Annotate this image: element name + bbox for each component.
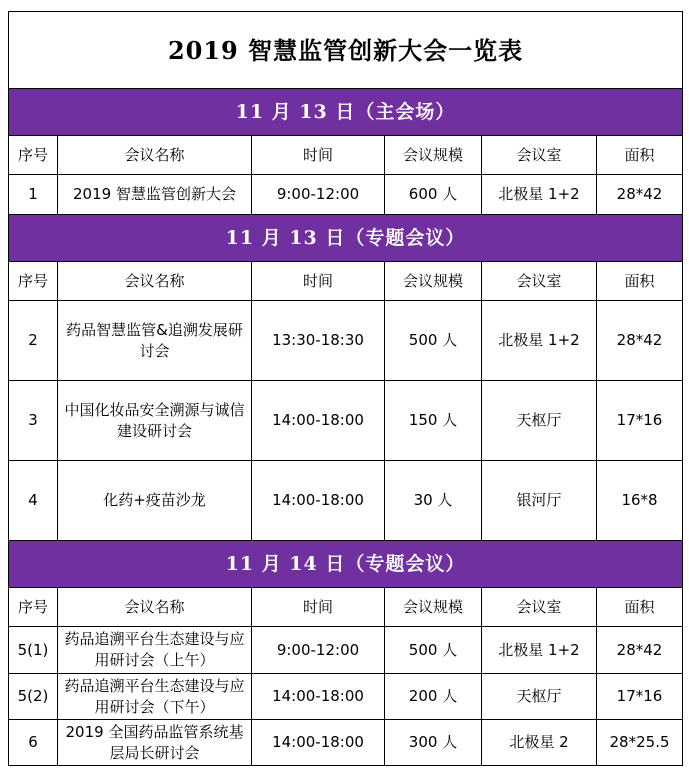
header-room: 会议室 <box>482 262 597 301</box>
cell-name: 药品追溯平台生态建设与应用研讨会（下午） <box>58 674 252 720</box>
cell-room: 天枢厅 <box>482 381 597 461</box>
table-row <box>9 301 683 381</box>
cell-area: 17*16 <box>597 381 683 461</box>
cell-scale: 200 人 <box>385 674 482 720</box>
table-row <box>9 674 683 720</box>
cell-no: 4 <box>9 461 58 541</box>
header-no: 序号 <box>9 262 58 301</box>
conference-table <box>8 11 683 766</box>
header-no: 序号 <box>9 588 58 627</box>
header-area: 面积 <box>597 588 683 627</box>
table-row <box>9 175 683 215</box>
column-header-row <box>9 262 683 301</box>
cell-time: 13:30-18:30 <box>252 301 385 381</box>
section-heading: 11 月 13 日（专题会议） <box>9 215 683 262</box>
table-row <box>9 720 683 766</box>
cell-scale: 300 人 <box>385 720 482 766</box>
cell-name: 2019 全国药品监管系统基层局长研讨会 <box>58 720 252 766</box>
cell-room: 银河厅 <box>482 461 597 541</box>
section-heading: 11 月 14 日（专题会议） <box>9 541 683 588</box>
cell-area: 28*42 <box>597 175 683 215</box>
section-row <box>9 89 683 136</box>
section-row <box>9 541 683 588</box>
cell-time: 14:00-18:00 <box>252 461 385 541</box>
header-time: 时间 <box>252 588 385 627</box>
header-scale: 会议规模 <box>385 136 482 175</box>
cell-time: 14:00-18:00 <box>252 381 385 461</box>
header-area: 面积 <box>597 262 683 301</box>
cell-no: 6 <box>9 720 58 766</box>
cell-scale: 500 人 <box>385 627 482 674</box>
header-no: 序号 <box>9 136 58 175</box>
cell-time: 14:00-18:00 <box>252 674 385 720</box>
cell-room: 北极星 1+2 <box>482 301 597 381</box>
cell-name: 2019 智慧监管创新大会 <box>58 175 252 215</box>
cell-no: 5(2) <box>9 674 58 720</box>
header-name: 会议名称 <box>58 262 252 301</box>
cell-time: 9:00-12:00 <box>252 627 385 674</box>
cell-time: 9:00-12:00 <box>252 175 385 215</box>
cell-area: 17*16 <box>597 674 683 720</box>
header-name: 会议名称 <box>58 136 252 175</box>
cell-area: 28*42 <box>597 301 683 381</box>
cell-name: 药品追溯平台生态建设与应用研讨会（上午） <box>58 627 252 674</box>
cell-name: 化药+疫苗沙龙 <box>58 461 252 541</box>
cell-time: 14:00-18:00 <box>252 720 385 766</box>
cell-no: 3 <box>9 381 58 461</box>
cell-area: 16*8 <box>597 461 683 541</box>
cell-scale: 150 人 <box>385 381 482 461</box>
header-room: 会议室 <box>482 136 597 175</box>
table-row <box>9 627 683 674</box>
cell-no: 5(1) <box>9 627 58 674</box>
section-heading: 11 月 13 日（主会场） <box>9 89 683 136</box>
header-area: 面积 <box>597 136 683 175</box>
header-scale: 会议规模 <box>385 262 482 301</box>
section-row <box>9 215 683 262</box>
table-row <box>9 381 683 461</box>
cell-name: 中国化妆品安全溯源与诚信建设研讨会 <box>58 381 252 461</box>
table-row <box>9 461 683 541</box>
column-header-row <box>9 136 683 175</box>
column-header-row <box>9 588 683 627</box>
header-room: 会议室 <box>482 588 597 627</box>
conference-schedule-sheet <box>8 11 682 766</box>
header-scale: 会议规模 <box>385 588 482 627</box>
cell-no: 1 <box>9 175 58 215</box>
cell-scale: 30 人 <box>385 461 482 541</box>
cell-room: 天枢厅 <box>482 674 597 720</box>
cell-room: 北极星 1+2 <box>482 627 597 674</box>
page-title: 2019 智慧监管创新大会一览表 <box>9 12 683 89</box>
cell-name: 药品智慧监管&追溯发展研讨会 <box>58 301 252 381</box>
cell-scale: 500 人 <box>385 301 482 381</box>
header-time: 时间 <box>252 136 385 175</box>
title-row <box>9 12 683 89</box>
cell-area: 28*25.5 <box>597 720 683 766</box>
cell-area: 28*42 <box>597 627 683 674</box>
cell-scale: 600 人 <box>385 175 482 215</box>
header-name: 会议名称 <box>58 588 252 627</box>
cell-no: 2 <box>9 301 58 381</box>
cell-room: 北极星 1+2 <box>482 175 597 215</box>
cell-room: 北极星 2 <box>482 720 597 766</box>
header-time: 时间 <box>252 262 385 301</box>
